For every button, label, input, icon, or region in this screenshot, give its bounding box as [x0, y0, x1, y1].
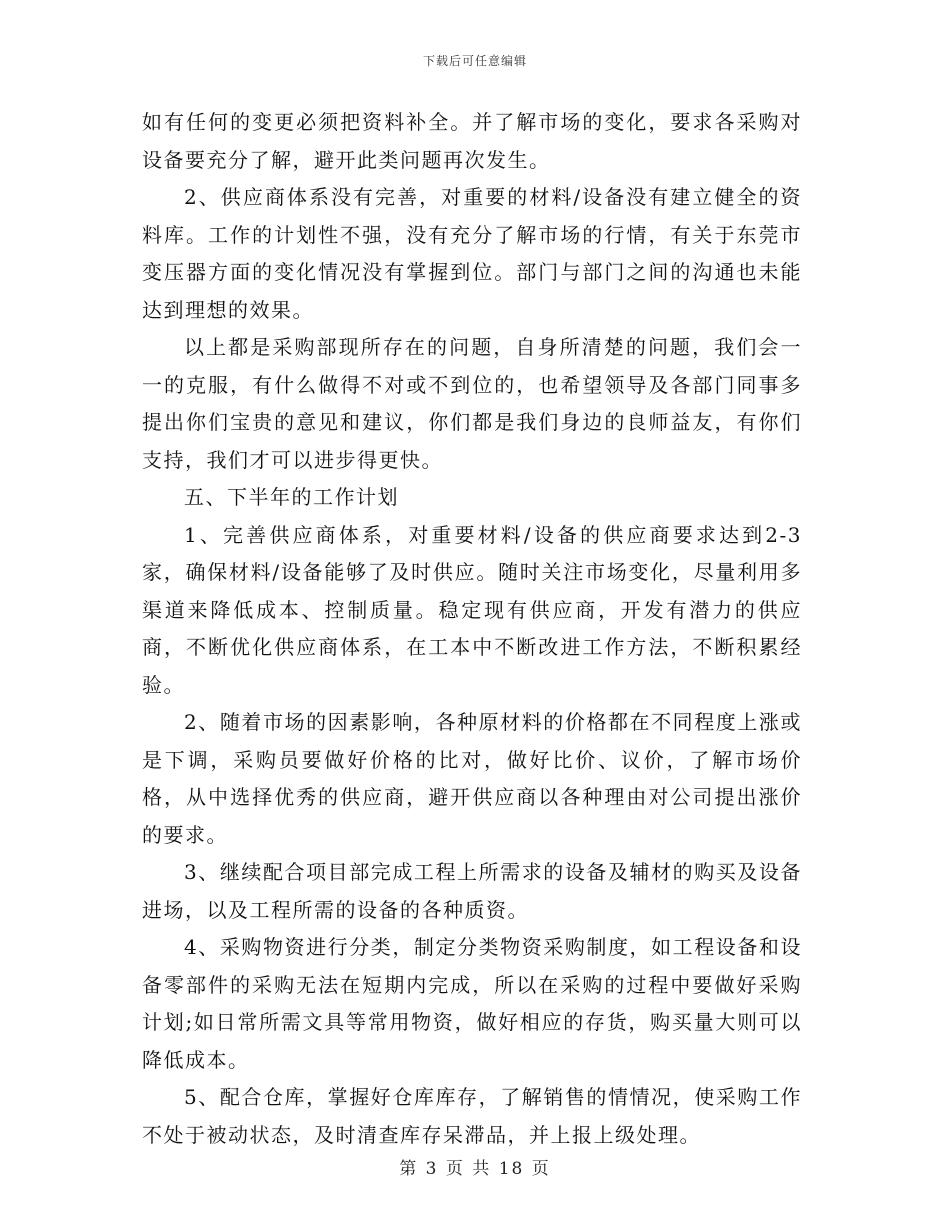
page-number-footer: 第 3 页 共 18 页 [399, 1159, 551, 1179]
paragraph: 3、继续配合项目部完成工程上所需求的设备及辅材的购买及设备进场，以及工程所需的设备的各种质资。 [142, 860, 802, 922]
paragraph: 1、完善供应商体系，对重要材料/设备的供应商要求达到2-3家，确保材料/设备能够了及时供应。随时关注市场变化，尽量利用多渠道来降低成本、控制质量。稳定现有供应商，开发有潜力的供应商，不断优化供应商体系，在工本中不断改进工作方法，不断积累经验。 [142, 522, 802, 697]
paragraph: 5、配合仓库，掌握好仓库库存，了解销售的情情况，使采购工作不处于被动状态，及时清查库存呆滞品，并上报上级处理。 [142, 1085, 802, 1147]
paragraph: 如有任何的变更必须把资料补全。并了解市场的变化，要求各采购对设备要充分了解，避开此类问题再次发生。 [142, 110, 802, 172]
paragraph: 4、采购物资进行分类，制定分类物资采购制度，如工程设备和设备零部件的采购无法在短期内完成，所以在采购的过程中要做好采购计划;如日常所需文具等常用物资，做好相应的存货，购买量大则可以降低成本。 [142, 935, 802, 1072]
paragraph: 2、供应商体系没有完善，对重要的材料/设备没有建立健全的资料库。工作的计划性不强，没有充分了解市场的行情，有关于东莞市变压器方面的变化情况没有掌握到位。部门与部门之间的沟通也未能达到理想的效果。 [142, 185, 802, 322]
page-header: 下载后可任意编辑 [422, 54, 527, 68]
paragraph: 以上都是采购部现所存在的问题，自身所清楚的问题，我们会一一的克服，有什么做得不对或不到位的，也希望领导及各部门同事多提出你们宝贵的意见和建议，你们都是我们身边的良师益友，有你们支持，我们才可以进步得更快。 [142, 335, 802, 472]
section-heading: 五、下半年的工作计划 [184, 485, 399, 509]
document-body [142, 104, 802, 1154]
paragraph: 2、随着市场的因素影响，各种原材料的价格都在不同程度上涨或是下调，采购员要做好价格的比对，做好比价、议价，了解市场价格，从中选择优秀的供应商，避开供应商以各种理由对公司提出涨价的要求。 [142, 710, 802, 847]
